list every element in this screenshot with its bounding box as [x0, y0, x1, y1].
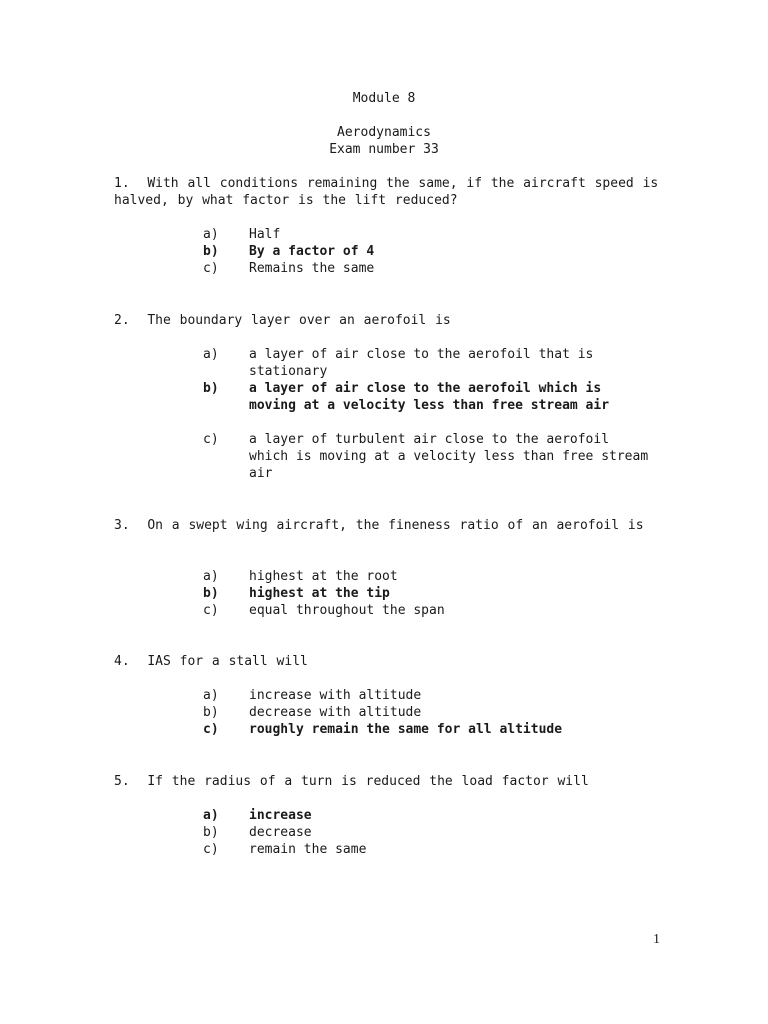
option-letter: c): [203, 842, 219, 857]
option-text: roughly remain the same for all altitude: [249, 722, 563, 737]
question-number: 4.: [114, 654, 130, 669]
option-text: highest at the root: [249, 569, 398, 584]
option-letter: c): [203, 261, 219, 276]
question-2: [114, 312, 674, 329]
question-3: [114, 517, 674, 534]
option-text: a layer of turbulent air close to the aerofoil which is moving at a velocity less than free stream air: [249, 432, 656, 481]
page-number: 1: [653, 932, 660, 947]
option-letter: b): [203, 244, 219, 259]
option-text: increase: [249, 808, 312, 823]
question-4: [114, 653, 674, 670]
option-text: decrease with altitude: [249, 705, 422, 720]
option-letter: b): [203, 825, 219, 840]
option-letter: b): [203, 705, 219, 720]
option-letter: c): [203, 722, 219, 737]
option-letter: b): [203, 586, 219, 601]
question-text: IAS for a stall will: [147, 654, 308, 669]
question-number: 1.: [114, 176, 130, 191]
option-letter: b): [203, 381, 219, 396]
option-letter: a): [203, 227, 219, 242]
option-text: a layer of air close to the aerofoil which is moving at a velocity less than free stream air: [249, 381, 610, 413]
subject-heading: Aerodynamics: [337, 125, 431, 140]
option-letter: a): [203, 688, 219, 703]
option-text: equal throughout the span: [249, 603, 445, 618]
option-text: increase with altitude: [249, 688, 422, 703]
option-letter: c): [203, 603, 219, 618]
option-text: a layer of air close to the aerofoil that is stationary: [249, 347, 602, 379]
question-text: On a swept wing aircraft, the fineness ratio of an aerofoil is: [147, 518, 644, 533]
question-5: [114, 773, 674, 790]
question-text: With all conditions remaining the same, if the aircraft speed is halved, by what factor is the lift reduced?: [114, 176, 668, 208]
question-text: The boundary layer over an aerofoil is: [147, 313, 451, 328]
option-letter: a): [203, 569, 219, 584]
option-text: decrease: [249, 825, 312, 840]
option-text: highest at the tip: [249, 586, 390, 601]
question-number: 5.: [114, 774, 130, 789]
question-number: 3.: [114, 518, 130, 533]
question-number: 2.: [114, 313, 130, 328]
option-letter: a): [203, 347, 219, 362]
option-text: remain the same: [249, 842, 367, 857]
option-text: By a factor of 4: [249, 244, 375, 259]
exam-number-heading: Exam number 33: [329, 142, 439, 157]
module-heading: Module 8: [352, 91, 416, 106]
option-text: Remains the same: [249, 261, 375, 276]
option-letter: c): [203, 432, 219, 447]
question-1: [114, 175, 674, 209]
question-text: If the radius of a turn is reduced the load factor will: [147, 774, 589, 789]
option-letter: a): [203, 808, 219, 823]
option-text: Half: [249, 227, 281, 242]
